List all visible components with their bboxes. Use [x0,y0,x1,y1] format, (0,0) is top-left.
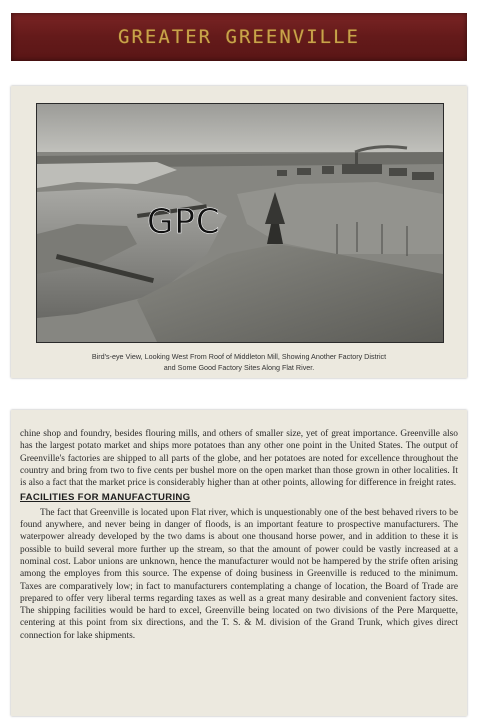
watermark-text: GPC [147,202,221,242]
paragraph-1: chine shop and foundry, besides flouring mills, and others of smaller size, yet of great importance. Greenville also has the largest potato market and ships more potatoes than any other one point in the United States. The output of Greenville's factories are shipped to all parts of the globe, and her potatoes are noted for excellence throughout the country and bring from two to five cents per bushel more on the open market than those grown in other localities. It is also a fact that the market price is considerably higher than at other points, allowing for difference in freight rates. [20,429,458,489]
cover-banner [11,13,467,61]
text-page [11,410,467,716]
river-landscape-image [37,104,443,342]
photo-caption [29,351,449,373]
caption-line-2: and Some Good Factory Sites Along Flat River. [163,363,315,372]
section-heading: FACILITIES FOR MANUFACTURING [20,492,191,504]
aerial-photograph [36,103,444,343]
paragraph-2: The fact that Greenville is located upon Flat river, which is unquestionably one of the best behaved rivers to be found anywhere, and never being in danger of floods, is an important feature to prospective manufacturers. The waterpower already developed by the two dams is about one thousand horse power, and in addition to these it is possible to build several more further up the stream, so that the amount of power could be vastly increased at a nominal cost. Labor unions are unknown, hence the manufacturer would not be hampered by the strife often arising among the employes from this source. The expense of doing business in Greenville is reduced to the minimum. Taxes are comparatively low; in fact to manufacturers contemplating a change of location, the Board of Trade are prepared to offer very liberal terms regarding taxes as well as a great many desirable and convenient factory sites. The shipping facilities would be hard to excel, Greenville being located on two divisions of the Pere Marquette, centering at this point from six directions, and the T. S. & M. division of the Grand Trunk, which gives direct connection for lake shipments. [20,507,458,641]
photo-page [11,86,467,378]
article-body [20,428,458,642]
cover-title: GREATER GREENVILLE [118,26,360,48]
caption-line-1: Bird's-eye View, Looking West From Roof of Middleton Mill, Showing Another Factory District [91,352,387,361]
